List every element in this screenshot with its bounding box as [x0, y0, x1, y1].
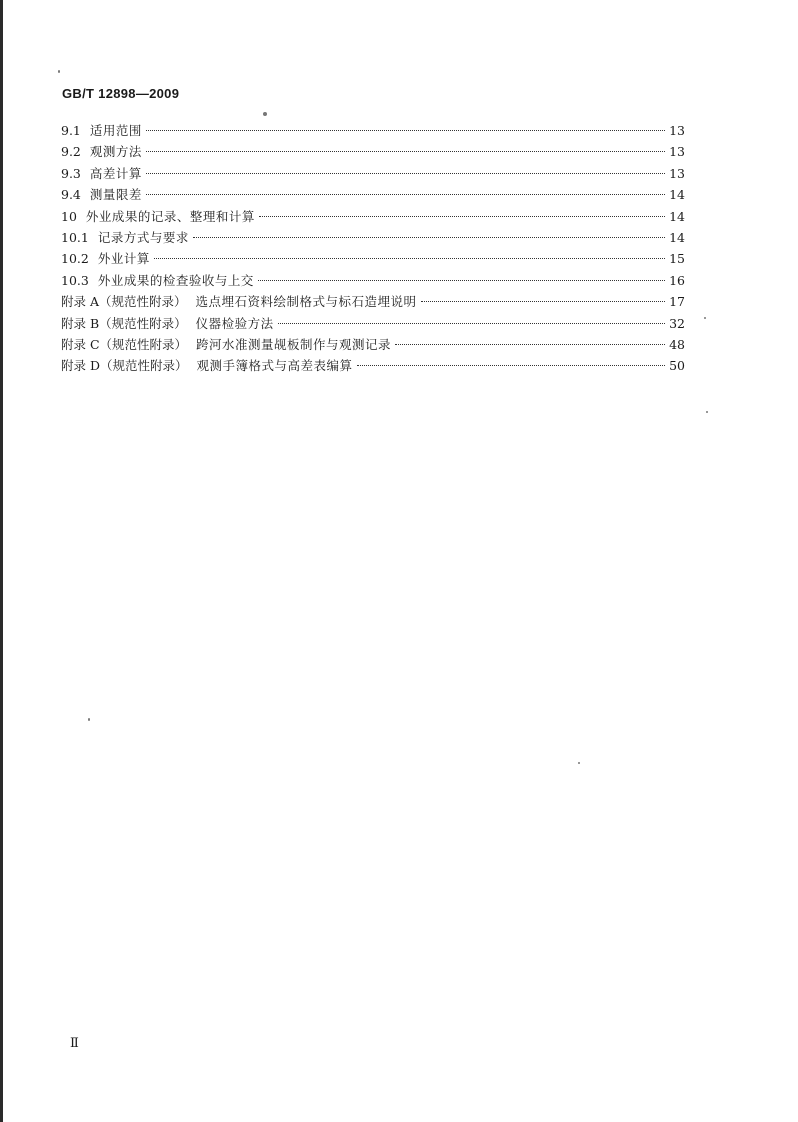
toc-entry-title: 观测手簿格式与高差表编算 — [196, 358, 353, 374]
toc-entry-page: 14 — [669, 208, 685, 224]
scan-speck — [578, 762, 580, 764]
toc-entry-title: 外业成果的检查验收与上交 — [97, 272, 254, 288]
page-number: Ⅱ — [70, 1036, 79, 1051]
toc-entry-number: 10.2 — [61, 251, 89, 267]
scan-speck — [706, 411, 708, 413]
toc-entry-page: 15 — [669, 251, 685, 267]
toc-entry-title: 外业计算 — [97, 251, 150, 267]
toc-entry-number: 9.2 — [61, 144, 81, 160]
toc-dot-leader — [357, 365, 665, 366]
scan-speck — [704, 317, 706, 319]
toc-entry-page: 14 — [669, 229, 685, 245]
toc-entry-page: 50 — [669, 358, 685, 374]
toc-entry-number: 10.3 — [61, 272, 89, 288]
toc-entry-number: 附录 A（规范性附录） — [61, 294, 187, 310]
toc-entry-title: 观测方法 — [89, 144, 142, 160]
toc-dot-leader — [154, 258, 665, 259]
toc-entry-title: 仪器检验方法 — [195, 315, 274, 331]
toc-entry[interactable] — [61, 141, 685, 162]
toc-entry-page: 48 — [669, 336, 685, 352]
scan-speck — [263, 112, 267, 116]
toc-entry-page: 16 — [669, 272, 685, 288]
table-of-contents — [61, 120, 685, 377]
toc-dot-leader — [421, 301, 665, 302]
standard-code: GB/T 12898—2009 — [62, 86, 180, 101]
toc-entry-number: 9.4 — [61, 187, 81, 203]
toc-entry[interactable] — [61, 163, 685, 184]
toc-entry-title: 适用范围 — [89, 123, 142, 138]
toc-dot-leader — [258, 280, 665, 281]
toc-entry-number: 附录 B（规范性附录） — [61, 315, 187, 331]
toc-dot-leader — [193, 237, 665, 238]
toc-dot-leader — [278, 323, 665, 324]
toc-entry-title: 选点埋石资料绘制格式与标石造埋说明 — [195, 294, 417, 310]
toc-entry-page: 13 — [669, 123, 685, 138]
toc-entry-page: 14 — [669, 187, 685, 203]
toc-entry-title: 跨河水准测量觇板制作与观测记录 — [196, 336, 392, 352]
toc-dot-leader — [259, 216, 665, 217]
scan-left-edge — [0, 0, 3, 1122]
toc-entry[interactable] — [61, 334, 685, 355]
toc-entry[interactable] — [61, 120, 685, 141]
toc-entry-number: 附录 C（规范性附录） — [61, 336, 188, 352]
toc-entry[interactable] — [61, 270, 685, 291]
toc-entry[interactable] — [61, 206, 685, 227]
scan-speck — [88, 718, 90, 721]
toc-entry-title: 记录方式与要求 — [97, 229, 189, 245]
toc-entry-number: 10.1 — [61, 229, 89, 245]
toc-entry[interactable] — [61, 227, 685, 248]
scan-speck — [58, 70, 60, 73]
toc-entry[interactable] — [61, 313, 685, 334]
toc-dot-leader — [146, 173, 665, 174]
toc-entry-page: 13 — [669, 144, 685, 160]
toc-entry[interactable] — [61, 291, 685, 312]
toc-entry-number: 10 — [61, 208, 77, 224]
toc-entry[interactable] — [61, 248, 685, 269]
toc-dot-leader — [146, 194, 665, 195]
toc-dot-leader — [395, 344, 665, 345]
toc-entry-title: 高差计算 — [89, 165, 142, 181]
toc-dot-leader — [146, 151, 665, 152]
toc-dot-leader — [146, 130, 665, 131]
toc-entry-page: 17 — [669, 294, 685, 310]
toc-entry[interactable] — [61, 355, 685, 376]
toc-entry-number: 9.1 — [61, 123, 81, 138]
toc-entry-page: 13 — [669, 165, 685, 181]
toc-entry-number: 9.3 — [61, 165, 81, 181]
toc-entry-number: 附录 D（规范性附录） — [61, 358, 188, 374]
toc-entry[interactable] — [61, 184, 685, 205]
toc-entry-page: 32 — [669, 315, 685, 331]
toc-entry-title: 测量限差 — [89, 187, 142, 203]
toc-entry-title: 外业成果的记录、整理和计算 — [85, 208, 255, 224]
